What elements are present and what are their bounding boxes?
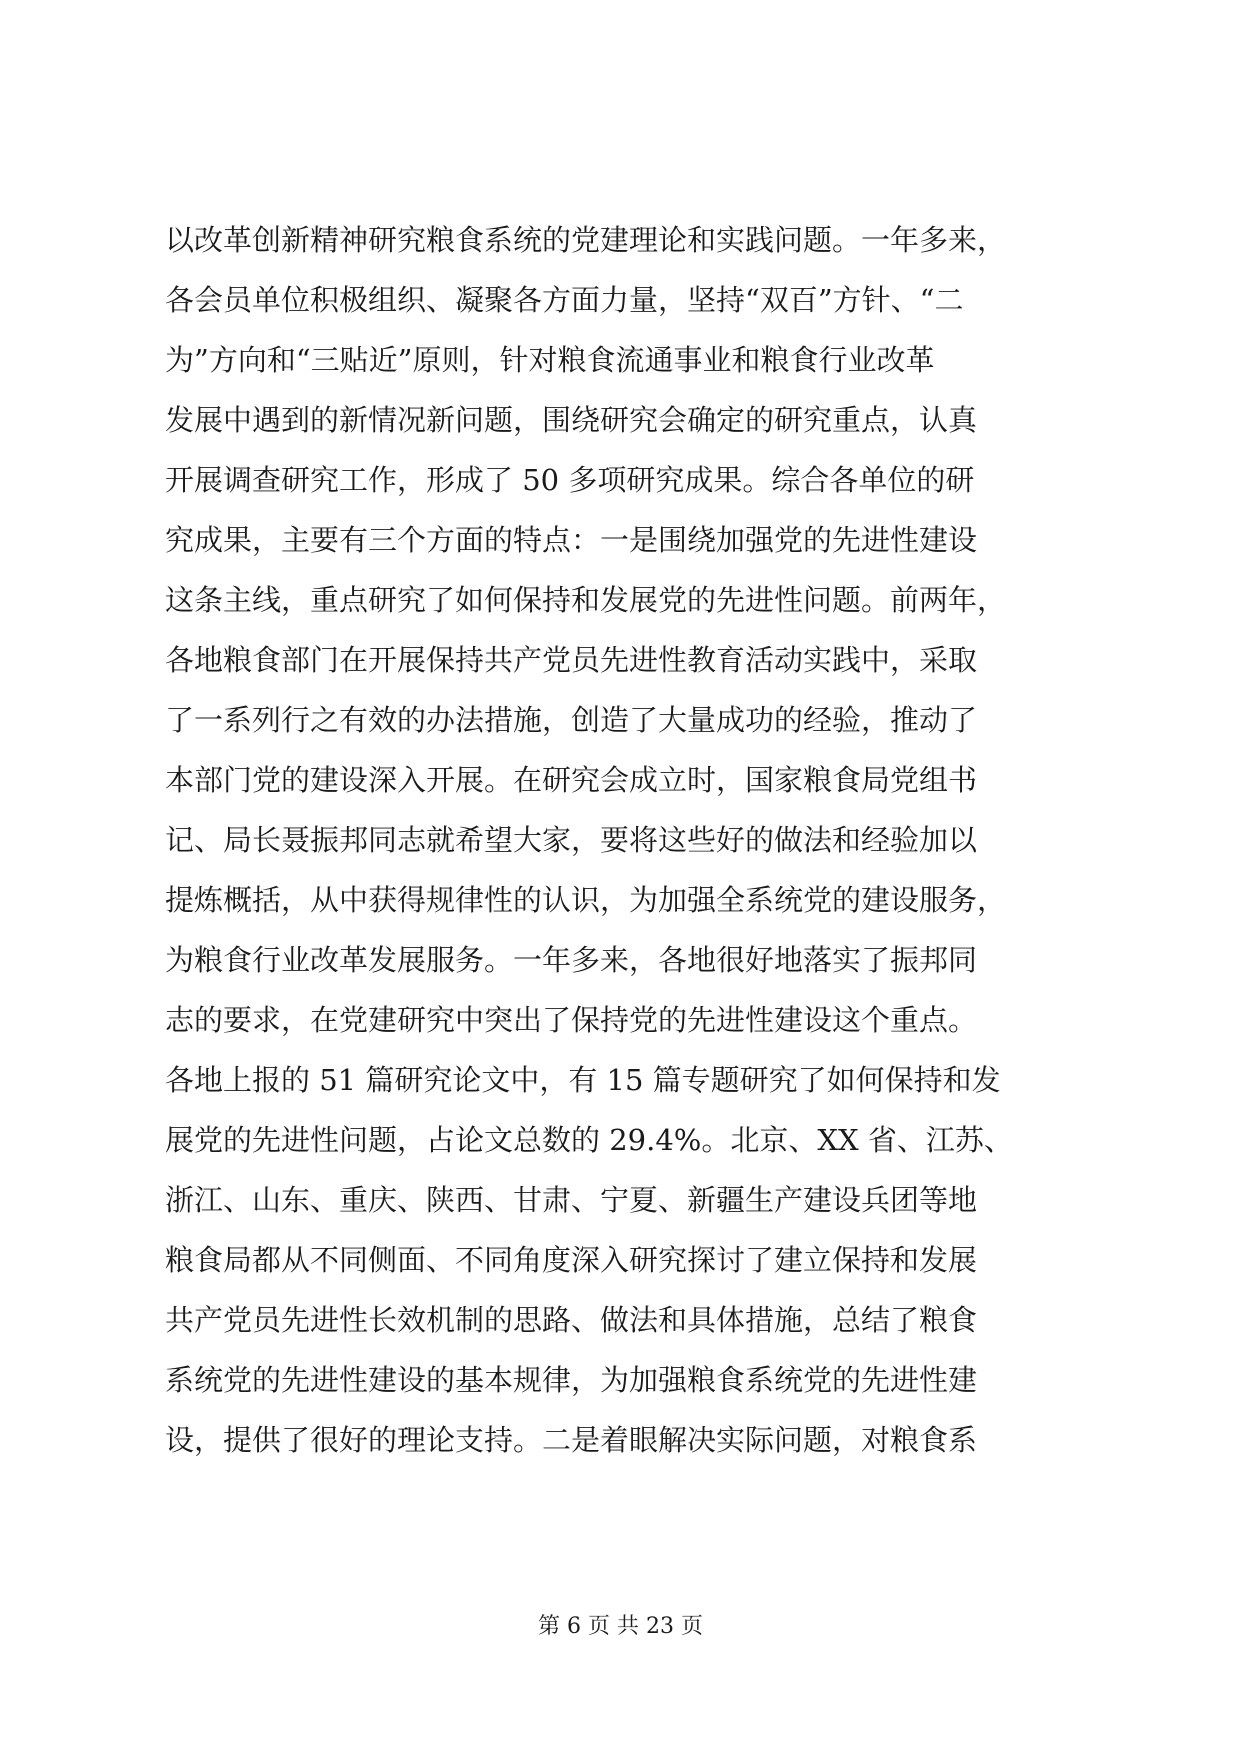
text-line: 系统党的先进性建设的基本规律，为加强粮食系统党的先进性建	[165, 1363, 978, 1397]
text-line: 记、局长聂振邦同志就希望大家，要将这些好的做法和经验加以	[165, 823, 978, 857]
text-line: 这条主线，重点研究了如何保持和发展党的先进性问题。前两年，	[165, 583, 1007, 617]
text-line: 为粮食行业改革发展服务。一年多来，各地很好地落实了振邦同	[165, 943, 978, 977]
text-line: 究成果，主要有三个方面的特点：一是围绕加强党的先进性建设	[165, 523, 978, 557]
text-line: 以改革创新精神研究粮食系统的党建理论和实践问题。一年多来，	[165, 223, 1007, 257]
body-paragraph	[165, 210, 1085, 1470]
text-line: 为”方向和“三贴近”原则，针对粮食流通事业和粮食行业改革	[165, 343, 935, 377]
text-line: 提炼概括，从中获得规律性的认识，为加强全系统党的建设服务，	[165, 883, 1007, 917]
text-line: 设，提供了很好的理论支持。二是着眼解决实际问题，对粮食系	[165, 1423, 978, 1457]
text-line: 本部门党的建设深入开展。在研究会成立时，国家粮食局党组书	[165, 763, 978, 797]
text-line: 各会员单位积极组织、凝聚各方面力量，坚持“双百”方针、“二	[165, 283, 964, 317]
text-line: 各地上报的 51 篇研究论文中，有 15 篇专题研究了如何保持和发	[165, 1063, 1001, 1097]
page-number-footer: 第 6 页 共 23 页	[538, 1614, 703, 1639]
text-line: 粮食局都从不同侧面、不同角度深入研究探讨了建立保持和发展	[165, 1243, 978, 1277]
text-line: 开展调查研究工作，形成了 50 多项研究成果。综合各单位的研	[165, 463, 975, 497]
text-line: 展党的先进性问题，占论文总数的 29.4%。北京、XX 省、江苏、	[165, 1123, 1013, 1157]
text-line: 各地粮食部门在开展保持共产党员先进性教育活动实践中，采取	[165, 643, 978, 677]
text-line: 了一系列行之有效的办法措施，创造了大量成功的经验，推动了	[165, 703, 978, 737]
text-line: 志的要求，在党建研究中突出了保持党的先进性建设这个重点。	[165, 1003, 978, 1037]
text-line: 发展中遇到的新情况新问题，围绕研究会确定的研究重点，认真	[165, 403, 978, 437]
text-line: 共产党员先进性长效机制的思路、做法和具体措施，总结了粮食	[165, 1303, 978, 1337]
text-line: 浙江、山东、重庆、陕西、甘肃、宁夏、新疆生产建设兵团等地	[165, 1183, 978, 1217]
